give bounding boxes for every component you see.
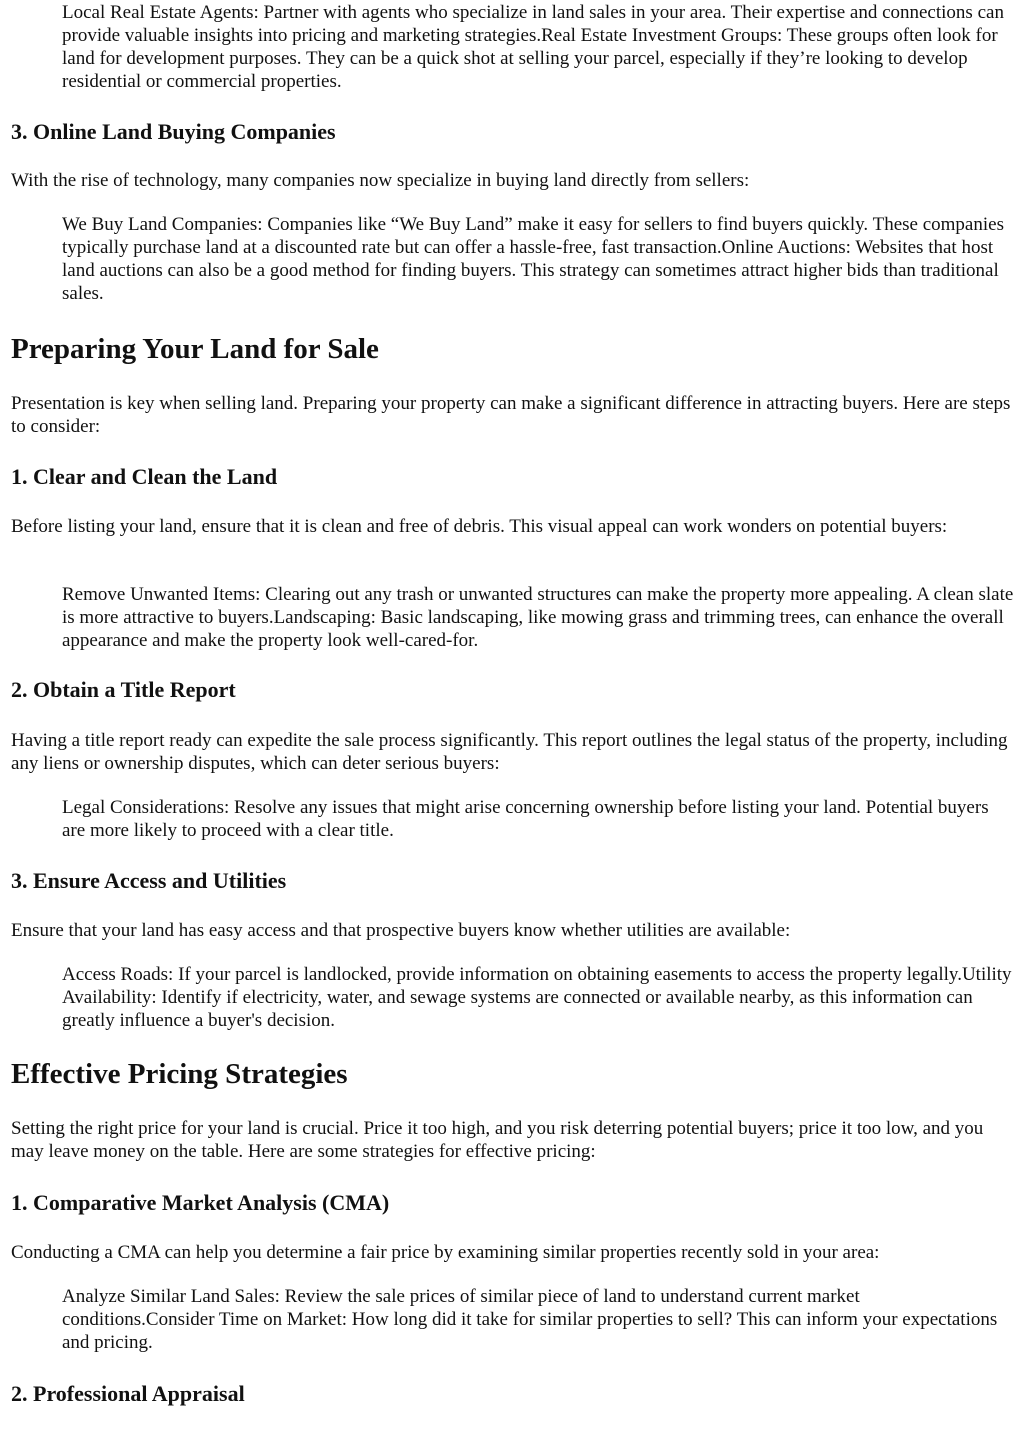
heading-title-report: 2. Obtain a Title Report — [11, 677, 236, 702]
paragraph-clear-intro: Before listing your land, ensure that it is clean and free of debris. This visual appeal can work wonders on potential buyers: — [11, 516, 948, 537]
paragraph-access-intro: Ensure that your land has easy access and that prospective buyers know whether utilities are available: — [11, 920, 791, 941]
heading-online-land-buying: 3. Online Land Buying Companies — [11, 119, 336, 144]
heading-preparing-land: Preparing Your Land for Sale — [11, 333, 379, 365]
paragraph-cma-intro: Conducting a CMA can help you determine a fair price by examining similar properties recently sold in your area: — [11, 1242, 880, 1263]
paragraph-pricing-intro: Setting the right price for your land is crucial. Price it too high, and you risk deterring potential buyers; price it too low, and you may leave money on the table. Here are some strategies for effective pricing: — [11, 1118, 984, 1162]
blockquote-online-companies: We Buy Land Companies: Companies like “We Buy Land” make it easy for sellers to find buyers quickly. These companies typically purchase land at a discounted rate but can offer a hassle-free, fast transaction.Online Auctions: Websites that host land auctions can also be a good method for finding buyers. This strategy can sometimes attract higher bids than traditional sales. — [62, 214, 1004, 304]
paragraph-online-intro: With the rise of technology, many companies now specialize in buying land directly from sellers: — [11, 170, 750, 191]
heading-cma: 1. Comparative Market Analysis (CMA) — [11, 1190, 390, 1215]
blockquote-access: Access Roads: If your parcel is landlocked, provide information on obtaining easements to access the property legally.Utility Availability: Identify if electricity, water, and sewage systems are connected or available nearby, as this information can greatly influence a buyer's decision. — [62, 964, 1012, 1031]
heading-access-utilities: 3. Ensure Access and Utilities — [11, 868, 287, 893]
paragraph-title-intro: Having a title report ready can expedite the sale process significantly. This report outlines the legal status of the property, including any liens or ownership disputes, which can deter serious buyers: — [11, 730, 1008, 774]
paragraph-preparing-intro: Presentation is key when selling land. Preparing your property can make a significant difference in attracting buyers. Here are steps to consider: — [11, 393, 1011, 437]
blockquote-clear-items: Remove Unwanted Items: Clearing out any trash or unwanted structures can make the property more appealing. A clean slate is more attractive to buyers.Landscaping: Basic landscaping, like mowing grass and trimming trees, can enhance the overall appearance and make the property look well-cared-for. — [62, 584, 1014, 651]
blockquote-agents: Local Real Estate Agents: Partner with agents who specialize in land sales in your area. Their expertise and connections can provide valuable insights into pricing and marketing strategies.Real Estate Investment Groups: These groups often look for land for development purposes. They can be a quick shot at selling your parcel, especially if they’re looking to develop residential or commercial properties. — [62, 2, 1004, 92]
blockquote-cma: Analyze Similar Land Sales: Review the sale prices of similar piece of land to understand current market conditions.Consider Time on Market: How long did it take for similar properties to sell? This can inform your expectations and pricing. — [62, 1286, 998, 1353]
heading-professional-appraisal: 2. Professional Appraisal — [11, 1381, 245, 1406]
heading-clear-clean: 1. Clear and Clean the Land — [11, 464, 278, 489]
blockquote-legal: Legal Considerations: Resolve any issues that might arise concerning ownership before listing your land. Potential buyers are more likely to proceed with a clear title. — [62, 797, 989, 841]
heading-pricing-strategies: Effective Pricing Strategies — [11, 1058, 348, 1090]
